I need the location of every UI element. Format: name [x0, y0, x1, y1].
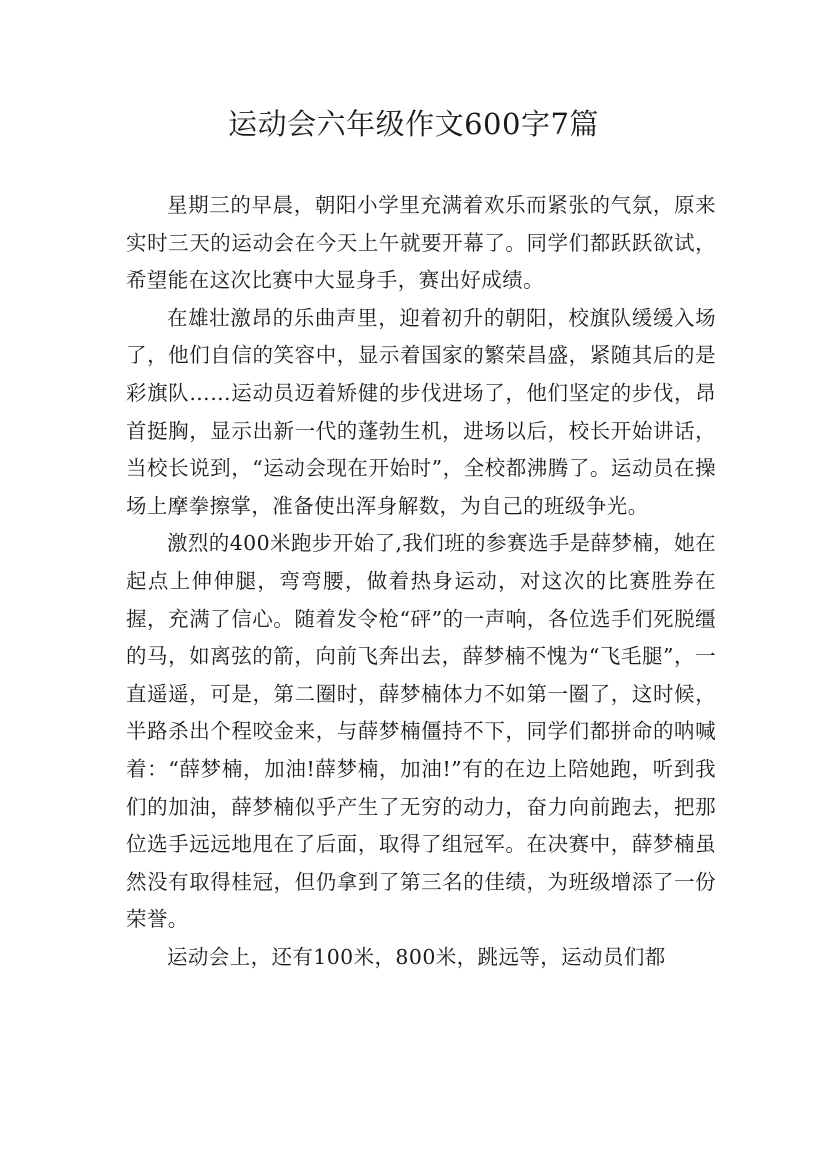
- paragraph-2: 在雄壮激昂的乐曲声里，迎着初升的朝阳，校旗队缓缓入场了，他们自信的笑容中，显示着国家的繁荣昌盛，紧随其后的是彩旗队……运动员迈着矫健的步伐进场了，他们坚定的步伐，昂首挺胸，显示出新一代的蓬勃生机，进场以后，校长开始讲话，当校长说到，“运动会现在开始时”，全校都沸腾了。运动员在操场上摩拳擦掌，准备使出浑身解数，为自己的班级争光。: [126, 305, 716, 518]
- document-title: 运动会六年级作文600字7篇: [228, 107, 599, 141]
- paragraph-4: 运动会上，还有100米，800米，跳远等，运动员们都: [167, 944, 666, 969]
- paragraph-1: 星期三的早晨，朝阳小学里充满着欢乐而紧张的气氛，原来实时三天的运动会在今天上午就要开幕了。同学们都跃跃欲试，希望能在这次比赛中大显身手，赛出好成绩。: [126, 193, 716, 293]
- paragraph-3: 激烈的400米跑步开始了,我们班的参赛选手是薛梦楠，她在起点上伸伸腿，弯弯腰，做着热身运动，对这次的比赛胜券在握，充满了信心。随着发令枪“砰”的一声响，各位选手们死脱缰的马，如离弦的箭，向前飞奔出去，薛梦楠不愧为“飞毛腿”，一直遥遥，可是，第二圈时，薛梦楠体力不如第一圈了，这时候，半路杀出个程咬金来，与薛梦楠僵持不下，同学们都拼命的呐喊着：“薛梦楠，加油!薛梦楠，加油!”有的在边上陪她跑，听到我们的加油，薛梦楠似乎产生了无穷的动力，奋力向前跑去，把那位选手远远地甩在了后面，取得了组冠军。在决赛中，薛梦楠虽然没有取得桂冠，但仍拿到了第三名的佳绩，为班级增添了一份荣誉。: [126, 531, 716, 932]
- document-body: [126, 187, 716, 976]
